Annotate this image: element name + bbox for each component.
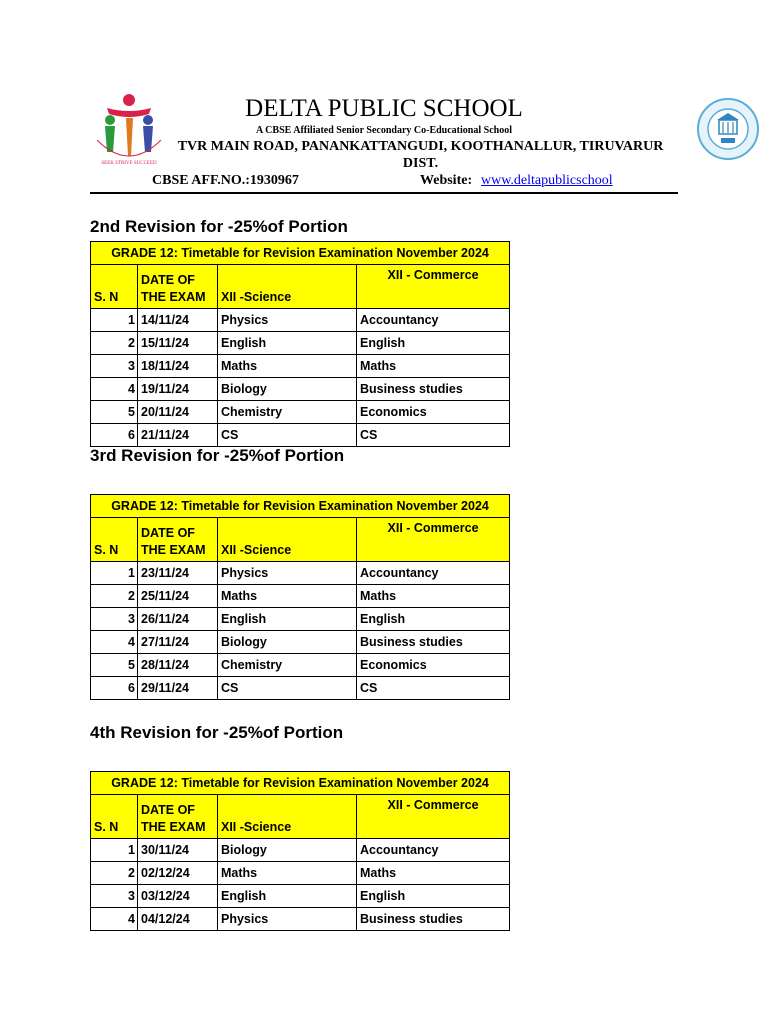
commerce-subject: Economics — [357, 401, 510, 424]
serial-number: 4 — [91, 378, 138, 401]
commerce-subject: Economics — [357, 654, 510, 677]
commerce-subject: Business studies — [357, 631, 510, 654]
table-row — [91, 677, 510, 700]
science-subject: Maths — [218, 355, 357, 378]
exam-date: 28/11/24 — [138, 654, 218, 677]
exam-date: 29/11/24 — [138, 677, 218, 700]
serial-number: 1 — [91, 839, 138, 862]
column-header-commerce: XII - Commerce — [357, 265, 510, 309]
exam-date: 18/11/24 — [138, 355, 218, 378]
school-address: TVR MAIN ROAD, PANANKATTANGUDI, KOOTHANALLUR, TIRUVARUR DIST. — [177, 139, 664, 171]
science-subject: Physics — [218, 562, 357, 585]
science-subject: English — [218, 608, 357, 631]
serial-number: 2 — [91, 585, 138, 608]
timetable — [90, 241, 510, 447]
exam-date: 20/11/24 — [138, 401, 218, 424]
table-row — [91, 355, 510, 378]
section-title: 3rd Revision for -25%of Portion — [90, 446, 345, 465]
timetable — [90, 494, 510, 700]
science-subject: Chemistry — [218, 401, 357, 424]
commerce-subject: Business studies — [357, 378, 510, 401]
exam-date: 04/12/24 — [138, 908, 218, 931]
website-link[interactable]: www.deltapublicschool — [481, 173, 613, 188]
exam-date: 26/11/24 — [138, 608, 218, 631]
science-subject: Biology — [218, 378, 357, 401]
science-subject: Biology — [218, 631, 357, 654]
section-title: 2nd Revision for -25%of Portion — [90, 217, 348, 236]
table-row — [91, 608, 510, 631]
serial-number: 1 — [91, 309, 138, 332]
commerce-subject: English — [357, 332, 510, 355]
serial-number: 3 — [91, 355, 138, 378]
exam-date: 21/11/24 — [138, 424, 218, 447]
exam-date: 15/11/24 — [138, 332, 218, 355]
column-header-sn: S. N — [91, 265, 138, 309]
commerce-subject: Accountancy — [357, 562, 510, 585]
exam-date: 30/11/24 — [138, 839, 218, 862]
timetable — [90, 771, 510, 931]
table-row — [91, 562, 510, 585]
table-row — [91, 378, 510, 401]
science-subject: English — [218, 885, 357, 908]
table-row — [91, 839, 510, 862]
table-row — [91, 908, 510, 931]
date-header-line1: DATE OF — [141, 526, 195, 540]
science-subject: Biology — [218, 839, 357, 862]
exam-date: 14/11/24 — [138, 309, 218, 332]
commerce-subject: Maths — [357, 355, 510, 378]
commerce-subject: Accountancy — [357, 839, 510, 862]
commerce-subject: Business studies — [357, 908, 510, 931]
column-header-science: XII -Science — [218, 518, 357, 562]
commerce-subject: CS — [357, 424, 510, 447]
science-subject: Chemistry — [218, 654, 357, 677]
science-subject: Maths — [218, 585, 357, 608]
serial-number: 3 — [91, 608, 138, 631]
affiliation-line: A CBSE Affiliated Senior Secondary Co-Educational School — [256, 125, 512, 136]
serial-number: 2 — [91, 332, 138, 355]
science-subject: Maths — [218, 862, 357, 885]
date-header-line1: DATE OF — [141, 803, 195, 817]
table-row — [91, 424, 510, 447]
website-label: Website: — [420, 173, 473, 188]
affiliation-number: CBSE AFF.NO.:1930967 — [152, 173, 299, 188]
exam-date: 27/11/24 — [138, 631, 218, 654]
column-header-commerce: XII - Commerce — [357, 518, 510, 562]
science-subject: CS — [218, 677, 357, 700]
column-header-date — [138, 518, 218, 562]
table-row — [91, 631, 510, 654]
commerce-subject: Maths — [357, 585, 510, 608]
school-name: DELTA PUBLIC SCHOOL — [245, 95, 523, 122]
serial-number: 4 — [91, 631, 138, 654]
table-row — [91, 654, 510, 677]
cbse-logo-icon — [697, 98, 759, 160]
science-subject: Physics — [218, 908, 357, 931]
commerce-subject: English — [357, 608, 510, 631]
table-row — [91, 401, 510, 424]
date-header-line2: THE EXAM — [141, 290, 206, 304]
table-row — [91, 862, 510, 885]
science-subject: Physics — [218, 309, 357, 332]
exam-date: 03/12/24 — [138, 885, 218, 908]
grade-title: GRADE 12: Timetable for Revision Examination November 2024 — [91, 772, 510, 795]
table-row — [91, 885, 510, 908]
exam-date: 02/12/24 — [138, 862, 218, 885]
letterhead — [90, 88, 678, 194]
column-header-date — [138, 265, 218, 309]
column-header-commerce: XII - Commerce — [357, 795, 510, 839]
commerce-subject: English — [357, 885, 510, 908]
serial-number: 5 — [91, 401, 138, 424]
commerce-subject: Maths — [357, 862, 510, 885]
science-subject: English — [218, 332, 357, 355]
column-header-science: XII -Science — [218, 265, 357, 309]
column-header-sn: S. N — [91, 518, 138, 562]
date-header-line2: THE EXAM — [141, 543, 206, 557]
serial-number: 5 — [91, 654, 138, 677]
table-row — [91, 309, 510, 332]
section-title: 4th Revision for -25%of Portion — [90, 723, 344, 742]
serial-number: 1 — [91, 562, 138, 585]
grade-title: GRADE 12: Timetable for Revision Examination November 2024 — [91, 495, 510, 518]
column-header-sn: S. N — [91, 795, 138, 839]
column-header-science: XII -Science — [218, 795, 357, 839]
date-header-line2: THE EXAM — [141, 820, 206, 834]
serial-number: 6 — [91, 677, 138, 700]
serial-number: 2 — [91, 862, 138, 885]
exam-date: 25/11/24 — [138, 585, 218, 608]
commerce-subject: CS — [357, 677, 510, 700]
date-header-line1: DATE OF — [141, 273, 195, 287]
logo-left-text: SEEK STRIVE SUCCEED — [101, 161, 157, 166]
table-row — [91, 332, 510, 355]
commerce-subject: Accountancy — [357, 309, 510, 332]
science-subject: CS — [218, 424, 357, 447]
exam-date: 23/11/24 — [138, 562, 218, 585]
serial-number: 4 — [91, 908, 138, 931]
column-header-date — [138, 795, 218, 839]
exam-date: 19/11/24 — [138, 378, 218, 401]
grade-title: GRADE 12: Timetable for Revision Examination November 2024 — [91, 242, 510, 265]
serial-number: 3 — [91, 885, 138, 908]
serial-number: 6 — [91, 424, 138, 447]
table-row — [91, 585, 510, 608]
